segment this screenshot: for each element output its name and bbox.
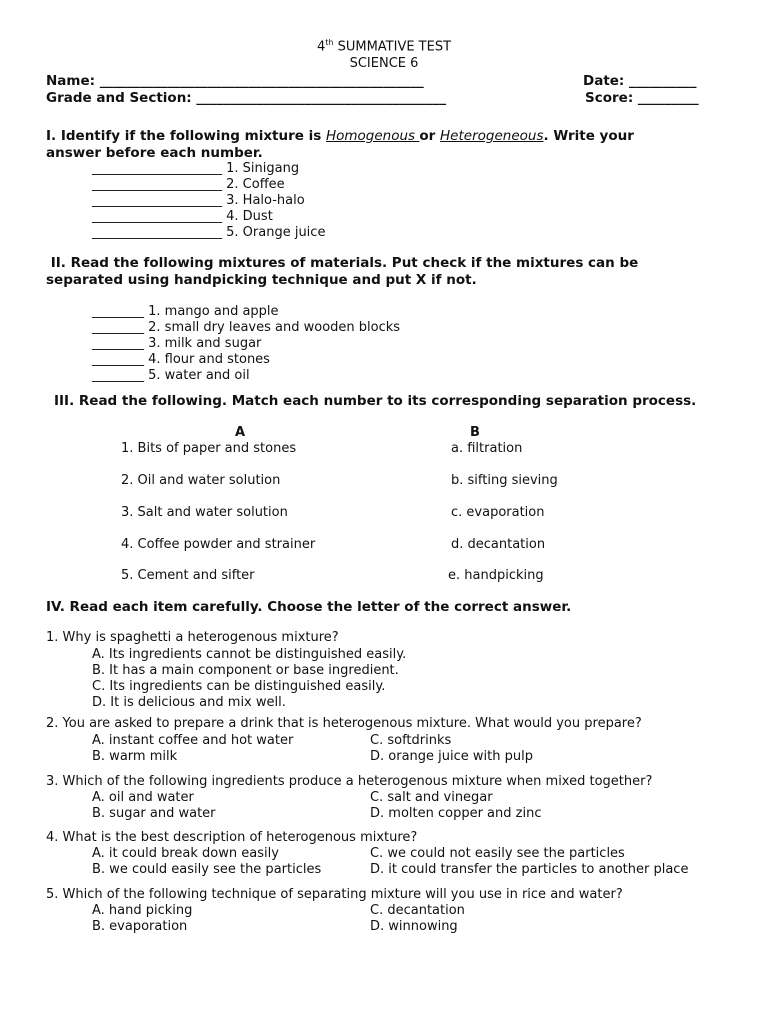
column-b-item: c. evaporation: [451, 505, 545, 520]
q2-option-d[interactable]: D. orange juice with pulp: [370, 749, 533, 764]
q3-option-c[interactable]: C. salt and vinegar: [370, 790, 493, 805]
column-b-item: b. sifting sieving: [451, 473, 558, 488]
question-2-stem: 2. You are asked to prepare a drink that is heterogenous mixture. What would you prepare?: [46, 716, 642, 731]
question-4-stem: 4. What is the best description of heterogenous mixture?: [46, 830, 418, 845]
part2-item[interactable]: ________ 5. water and oil: [92, 368, 250, 383]
title-ordinal: 4: [316, 39, 326, 55]
q3-option-b[interactable]: B. sugar and water: [92, 806, 216, 821]
part2-item[interactable]: ________ 2. small dry leaves and wooden blocks: [92, 320, 401, 335]
q5-option-c[interactable]: C. decantation: [370, 903, 465, 918]
column-b-item: d. decantation: [451, 537, 546, 552]
column-a-item: 3. Salt and water solution: [121, 505, 288, 520]
part1-item[interactable]: ____________________ 3. Halo-halo: [92, 193, 305, 208]
part1-instructions-line2: answer before each number.: [46, 145, 263, 161]
test-title: [0, 38, 768, 54]
part1-instr-or: or: [419, 128, 441, 144]
part1-instr-tail: . Write your: [543, 128, 634, 144]
part1-instr-text: I. Identify if the following mixture is: [46, 128, 326, 144]
q1-option-c[interactable]: C. Its ingredients can be distinguished easily.: [92, 679, 386, 694]
term-heterogeneous: Heterogeneous: [440, 128, 544, 144]
part4-instructions: IV. Read each item carefully. Choose the letter of the correct answer.: [46, 599, 572, 615]
q3-option-d[interactable]: D. molten copper and zinc: [370, 806, 542, 821]
part1-item[interactable]: ____________________ 2. Coffee: [92, 177, 285, 192]
question-1-stem: 1. Why is spaghetti a heterogenous mixture?: [46, 630, 339, 645]
q2-option-a[interactable]: A. instant coffee and hot water: [92, 733, 294, 748]
part2-item[interactable]: ________ 1. mango and apple: [92, 304, 279, 319]
q2-option-c[interactable]: C. softdrinks: [370, 733, 452, 748]
column-a-item: 5. Cement and sifter: [121, 568, 255, 583]
part2-item[interactable]: ________ 3. milk and sugar: [92, 336, 262, 351]
q4-option-c[interactable]: C. we could not easily see the particles: [370, 846, 625, 861]
part3-instructions: III. Read the following. Match each number to its corresponding separation process.: [54, 393, 697, 409]
column-a-item: 1. Bits of paper and stones: [121, 441, 297, 456]
q4-option-a[interactable]: A. it could break down easily: [92, 846, 279, 861]
q4-option-d[interactable]: D. it could transfer the particles to another place: [370, 862, 689, 877]
column-a-item: 4. Coffee powder and strainer: [121, 537, 316, 552]
q3-option-a[interactable]: A. oil and water: [92, 790, 194, 805]
part2-instructions: II. Read the following mixtures of materials. Put check if the mixtures can be: [46, 255, 639, 271]
title-ordinal-suffix: th: [325, 38, 334, 47]
column-a-item: 2. Oil and water solution: [121, 473, 281, 488]
column-a-heading: A: [235, 425, 246, 440]
name-field[interactable]: Name: ________________________________________________: [46, 73, 424, 89]
score-field[interactable]: Score: _________: [585, 90, 699, 106]
question-3-stem: 3. Which of the following ingredients produce a heterogenous mixture when mixed together?: [46, 774, 653, 789]
title-rest: SUMMATIVE TEST: [333, 39, 452, 55]
term-homogenous: Homogenous: [325, 128, 420, 144]
part2-item[interactable]: ________ 4. flour and stones: [92, 352, 270, 367]
q5-option-a[interactable]: A. hand picking: [92, 903, 193, 918]
column-b-item: a. filtration: [451, 441, 523, 456]
q2-option-b[interactable]: B. warm milk: [92, 749, 178, 764]
part1-instructions: [46, 128, 634, 144]
date-field[interactable]: Date: __________: [583, 73, 697, 89]
grade-section-field[interactable]: Grade and Section: _____________________________________: [46, 90, 447, 106]
question-5-stem: 5. Which of the following technique of separating mixture will you use in rice and water?: [46, 887, 623, 902]
q5-option-b[interactable]: B. evaporation: [92, 919, 188, 934]
part2-instructions-line2: separated using handpicking technique and put X if not.: [46, 272, 477, 288]
part1-item[interactable]: ____________________ 5. Orange juice: [92, 225, 326, 240]
q5-option-d[interactable]: D. winnowing: [370, 919, 458, 934]
q1-option-a[interactable]: A. Its ingredients cannot be distinguished easily.: [92, 647, 407, 662]
q1-option-d[interactable]: D. It is delicious and mix well.: [92, 695, 286, 710]
column-b-item: e. handpicking: [448, 568, 544, 583]
q4-option-b[interactable]: B. we could easily see the particles: [92, 862, 322, 877]
subject-title: SCIENCE 6: [349, 56, 419, 71]
part1-item[interactable]: ____________________ 4. Dust: [92, 209, 273, 224]
q1-option-b[interactable]: B. It has a main component or base ingredient.: [92, 663, 399, 678]
part1-item[interactable]: ____________________ 1. Sinigang: [92, 161, 300, 176]
column-b-heading: B: [470, 425, 480, 440]
